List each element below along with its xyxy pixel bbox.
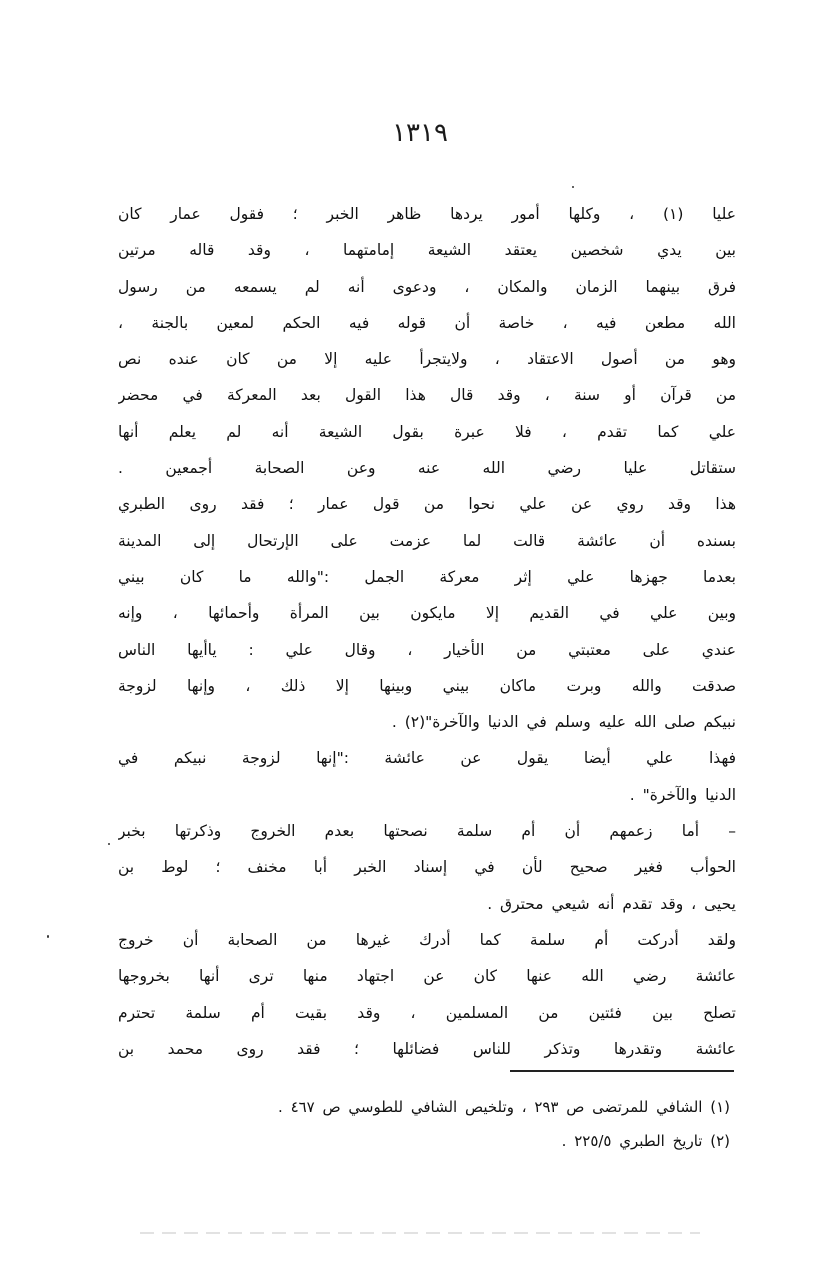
text-line: تصلح بين فئتين من المسلمين ، وقد بقيت أم سلمة تحترم <box>118 1003 736 1022</box>
footnote: (١) الشافي للمرتضى ص ٢٩٣ ، وتلخيص الشافي للطوسي ص ٤٦٧ . <box>278 1098 730 1116</box>
footnote-separator <box>510 1070 734 1072</box>
text-line: عندي على معتبتي من الأخيار ، وقال علي : ياأيها الناس <box>118 640 736 659</box>
text-line: من قرآن أو سنة ، وقد قال هذا القول بعد المعركة في محضر <box>118 386 736 405</box>
text-line: فهذا علي أيضا يقول عن عائشة :"إنها لزوجة نبيكم في <box>118 749 736 768</box>
text-line: هذا وقد روي عن علي نحوا من قول عمار ؛ فقد روى الطبري <box>118 495 736 514</box>
scan-edge <box>140 1232 700 1234</box>
footnotes <box>118 1090 730 1158</box>
text-line: ولقد أدركت أم سلمة كما أدرك غيرها من الصحابة أن خروج <box>118 930 736 949</box>
text-line: بسنده أن عائشة قالت لما عزمت على الإرتحال إلى المدينة <box>118 531 736 550</box>
footnote: (٢) تاريخ الطبري ٢٢٥/٥ . <box>561 1132 730 1150</box>
text-line: يحيى ، وقد تقدم أنه شيعي محترق . <box>487 894 736 913</box>
text-line: – أما زعمهم أن أم سلمة نصحتها بعدم الخروج وذكرتها بخبر <box>118 822 736 841</box>
text-line: ستقاتل عليا رضي الله عنه وعن الصحابة أجمعين . <box>118 459 736 478</box>
page-number: ١٣١٩ <box>392 118 448 148</box>
text-line: صدقت والله وبرت ماكان بيني وبينها إلا ذلك ، وإنها لزوجة <box>118 676 736 695</box>
text-line: الله مطعن فيه ، خاصة أن قوله فيه الحكم لمعين بالجنة ، <box>118 313 736 332</box>
scan-speck <box>572 186 574 188</box>
text-line: عائشة وتقدرها وتذكر للناس فضائلها ؛ فقد روى محمد بن <box>118 1039 736 1058</box>
text-line: علي كما تقدم ، فلا عبرة بقول الشيعة أنه لم يعلم أنها <box>118 422 736 441</box>
scan-speck <box>108 843 110 845</box>
text-line: الدنيا والآخرة" . <box>629 785 736 804</box>
text-line: عليا (١) ، وكلها أمور يردها ظاهر الخبر ؛ فقول عمار كان <box>118 205 736 223</box>
text-line: بعدما جهزها علي إثر معركة الجمل :"والله ما كان بيني <box>118 567 736 586</box>
text-line: بين يدي شخصين يعتقد الشيعة إمامتهما ، وقد قاله مرتين <box>118 241 736 260</box>
text-line: وهو من أصول الاعتقاد ، ولايتجرأ عليه إلا من كان عنده نص <box>118 350 736 369</box>
scan-speck <box>47 935 49 938</box>
text-line: نبيكم صلى الله عليه وسلم في الدنيا والآخرة"(٢) . <box>391 713 736 732</box>
text-line: وبين علي في القديم إلا مايكون بين المرأة وأحمائها ، وإنه <box>118 604 736 623</box>
text-line: فرق بينهما الزمان والمكان ، ودعوى أنه لم يسمعه من رسول <box>118 277 736 296</box>
body-text <box>118 196 736 1067</box>
text-line: عائشة رضي الله عنها كان عن اجتهاد منها ترى أنها بخروجها <box>118 967 736 986</box>
text-line: الحوأب فغير صحيح لأن في إسناد الخبر أبا مخنف ؛ لوط بن <box>118 858 736 877</box>
